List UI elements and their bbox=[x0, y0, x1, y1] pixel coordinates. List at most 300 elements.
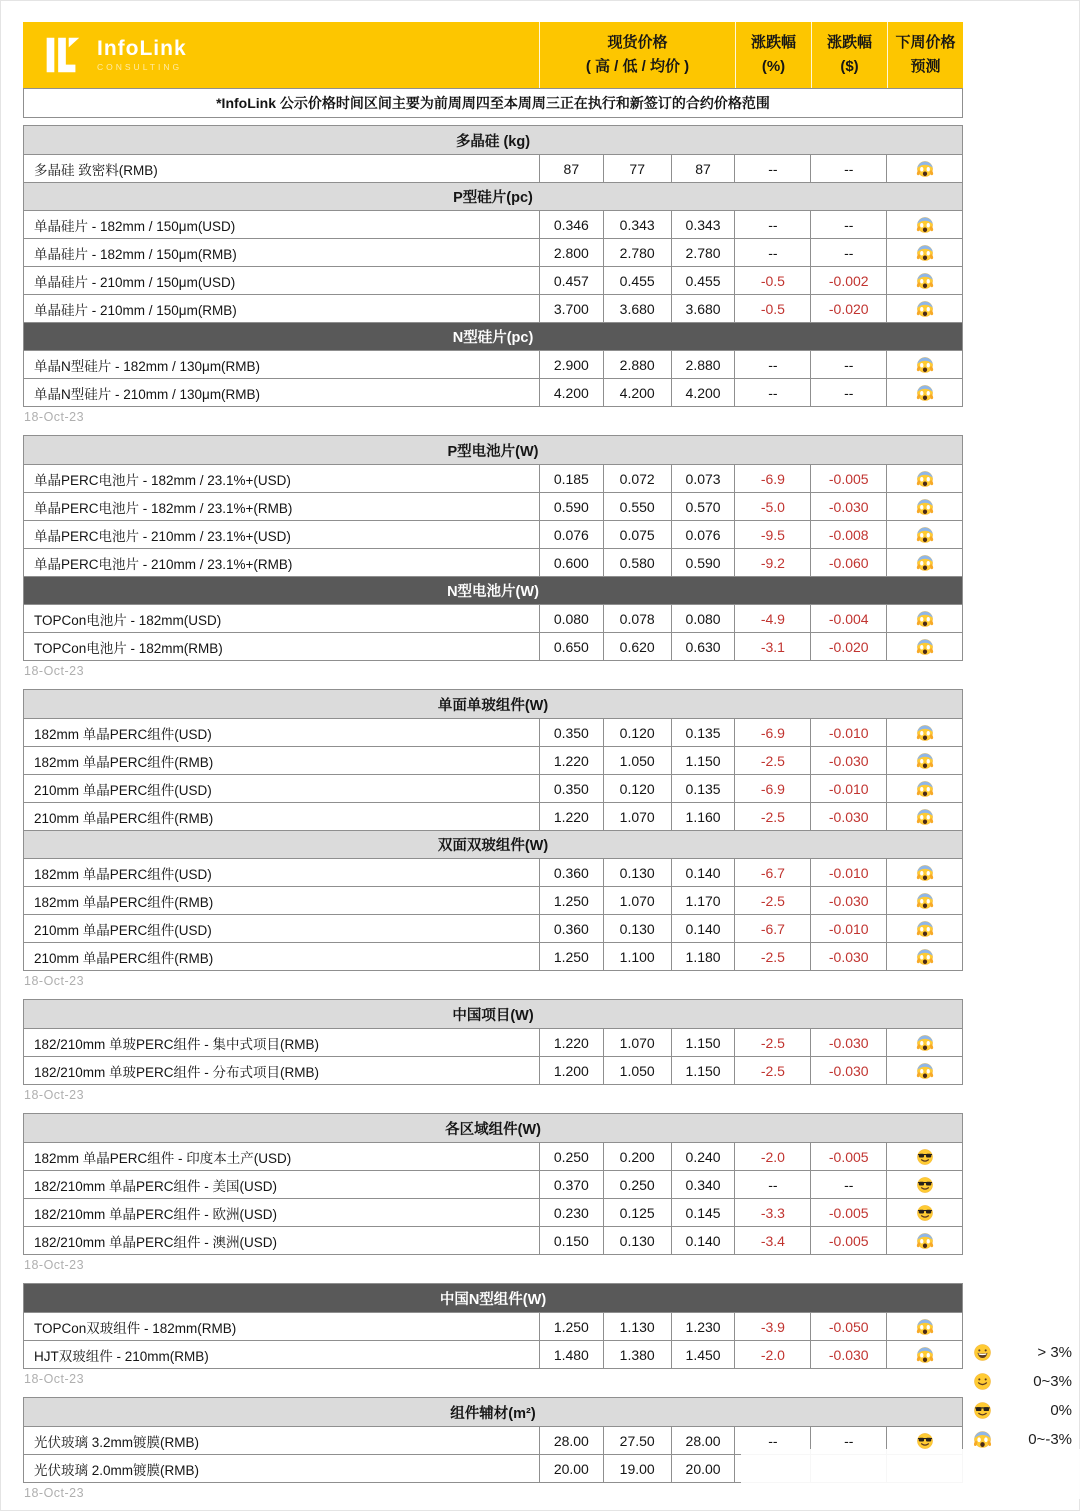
price-high: 1.250 bbox=[539, 1313, 603, 1340]
table-row bbox=[24, 464, 962, 492]
scream-emoji-icon bbox=[916, 1232, 934, 1250]
price-high: 1.250 bbox=[539, 887, 603, 914]
table-row bbox=[24, 294, 962, 322]
product-label: 单晶PERC电池片 - 182mm / 23.1%+(RMB) bbox=[34, 500, 293, 516]
price-high: 0.650 bbox=[539, 633, 603, 660]
forecast-cell bbox=[886, 465, 962, 492]
price-table-block bbox=[23, 125, 963, 407]
price-avg: 0.590 bbox=[671, 549, 735, 576]
table-row bbox=[24, 1340, 962, 1368]
price-avg: 87 bbox=[671, 155, 735, 182]
spot-price-sub: ( 高 / 低 / 均价 ) bbox=[585, 58, 690, 75]
date-label: 18-Oct-23 bbox=[24, 1372, 85, 1386]
section-header: P型硅片(pc) bbox=[24, 182, 962, 210]
table-header-banner bbox=[23, 22, 963, 88]
price-low: 0.580 bbox=[603, 549, 671, 576]
change-pct: -2.5 bbox=[734, 887, 810, 914]
change-usd: -0.002 bbox=[810, 267, 886, 294]
scream-emoji-icon bbox=[916, 470, 934, 488]
scream-emoji-icon bbox=[916, 920, 934, 938]
change-pct: -- bbox=[734, 1171, 810, 1198]
price-low: 1.070 bbox=[603, 1029, 671, 1056]
scream-emoji-icon bbox=[916, 808, 934, 826]
price-avg: 0.140 bbox=[671, 859, 735, 886]
table-row bbox=[24, 604, 962, 632]
price-low: 1.130 bbox=[603, 1313, 671, 1340]
price-high: 0.360 bbox=[539, 859, 603, 886]
table-row bbox=[24, 350, 962, 378]
table-row bbox=[24, 746, 962, 774]
forecast-title-line1: 下周价格 bbox=[895, 34, 956, 51]
price-avg: 1.170 bbox=[671, 887, 735, 914]
product-label: TOPCon电池片 - 182mm(RMB) bbox=[34, 640, 223, 656]
price-avg: 1.180 bbox=[671, 943, 735, 970]
change-pct: -2.5 bbox=[734, 803, 810, 830]
legend-label: 0% bbox=[1050, 1402, 1072, 1419]
forecast-cell bbox=[886, 295, 962, 322]
price-avg: 1.150 bbox=[671, 1057, 735, 1084]
price-avg: 0.135 bbox=[671, 775, 735, 802]
forecast-cell bbox=[886, 1057, 962, 1084]
product-label: 210mm 单晶PERC组件(USD) bbox=[34, 782, 212, 798]
price-table-block bbox=[23, 1113, 963, 1255]
price-avg: 1.150 bbox=[671, 747, 735, 774]
scream-emoji-icon bbox=[916, 554, 934, 572]
column-header-change-pct bbox=[735, 22, 811, 88]
date-label: 18-Oct-23 bbox=[24, 410, 85, 424]
forecast-cell bbox=[886, 859, 962, 886]
price-low: 0.550 bbox=[603, 493, 671, 520]
forecast-cell bbox=[886, 887, 962, 914]
price-low: 1.050 bbox=[603, 747, 671, 774]
forecast-legend bbox=[973, 1338, 1072, 1454]
price-low: 0.072 bbox=[603, 465, 671, 492]
price-table-block bbox=[23, 435, 963, 661]
table-row bbox=[24, 886, 962, 914]
smile-emoji-icon bbox=[973, 1372, 992, 1391]
change-usd: -- bbox=[810, 351, 886, 378]
change-pct: -6.9 bbox=[734, 465, 810, 492]
column-header-change-usd bbox=[811, 22, 887, 88]
product-label: 182mm 单晶PERC组件(USD) bbox=[34, 726, 212, 742]
scream-emoji-icon bbox=[916, 864, 934, 882]
product-label: 182mm 单晶PERC组件(RMB) bbox=[34, 894, 214, 910]
product-label: 多晶硅 致密料(RMB) bbox=[34, 162, 158, 178]
forecast-cell bbox=[886, 155, 962, 182]
forecast-cell bbox=[886, 549, 962, 576]
change-usd: -0.030 bbox=[810, 1029, 886, 1056]
change-usd-sub: ($) bbox=[840, 58, 859, 75]
price-table bbox=[23, 22, 963, 1511]
scream-emoji-icon bbox=[916, 384, 934, 402]
change-pct: -- bbox=[734, 211, 810, 238]
date-label: 18-Oct-23 bbox=[24, 974, 85, 988]
scream-emoji-icon bbox=[916, 780, 934, 798]
price-low: 1.050 bbox=[603, 1057, 671, 1084]
forecast-cell bbox=[886, 719, 962, 746]
change-usd: -0.030 bbox=[810, 887, 886, 914]
price-low: 0.120 bbox=[603, 775, 671, 802]
table-row bbox=[24, 520, 962, 548]
change-usd: -- bbox=[810, 155, 886, 182]
price-high: 0.600 bbox=[539, 549, 603, 576]
legend-label: 0~-3% bbox=[1028, 1431, 1072, 1448]
product-label: 182/210mm 单晶PERC组件 - 欧洲(USD) bbox=[34, 1206, 278, 1222]
change-pct: -2.0 bbox=[734, 1143, 810, 1170]
price-high: 0.185 bbox=[539, 465, 603, 492]
price-high: 1.480 bbox=[539, 1341, 603, 1368]
product-label: 光伏玻璃 2.0mm镀膜(RMB) bbox=[34, 1462, 199, 1478]
price-low: 0.075 bbox=[603, 521, 671, 548]
table-row bbox=[24, 1312, 962, 1340]
price-low: 0.125 bbox=[603, 1199, 671, 1226]
product-label: 182/210mm 单晶PERC组件 - 澳洲(USD) bbox=[34, 1234, 278, 1250]
price-avg: 1.230 bbox=[671, 1313, 735, 1340]
change-usd: -- bbox=[810, 211, 886, 238]
section-header: N型电池片(W) bbox=[24, 576, 962, 604]
change-usd: -0.005 bbox=[810, 1199, 886, 1226]
table-row bbox=[24, 858, 962, 886]
scream-emoji-icon bbox=[916, 892, 934, 910]
spot-price-title: 现货价格 bbox=[607, 34, 668, 51]
scream-emoji-icon bbox=[916, 216, 934, 234]
price-low: 1.070 bbox=[603, 887, 671, 914]
scream-emoji-icon bbox=[916, 610, 934, 628]
forecast-cell bbox=[886, 351, 962, 378]
product-label: 182/210mm 单玻PERC组件 - 分布式项目(RMB) bbox=[34, 1064, 320, 1080]
scream-emoji-icon bbox=[916, 272, 934, 290]
price-low: 0.130 bbox=[603, 859, 671, 886]
section-header: N型硅片(pc) bbox=[24, 322, 962, 350]
change-pct: -2.5 bbox=[734, 943, 810, 970]
forecast-cell bbox=[886, 1227, 962, 1254]
price-low: 1.070 bbox=[603, 803, 671, 830]
forecast-cell bbox=[886, 605, 962, 632]
price-avg: 0.073 bbox=[671, 465, 735, 492]
change-pct: -3.1 bbox=[734, 633, 810, 660]
change-pct: -- bbox=[734, 155, 810, 182]
price-high: 87 bbox=[539, 155, 603, 182]
grin-emoji-icon bbox=[973, 1343, 992, 1362]
change-usd: -0.005 bbox=[810, 1143, 886, 1170]
date-label: 18-Oct-23 bbox=[24, 1258, 85, 1272]
price-low: 0.620 bbox=[603, 633, 671, 660]
product-label: 210mm 单晶PERC组件(RMB) bbox=[34, 810, 214, 826]
forecast-title-line2: 预测 bbox=[910, 58, 941, 75]
price-high: 0.350 bbox=[539, 775, 603, 802]
scream-emoji-icon bbox=[916, 638, 934, 656]
change-usd: -0.050 bbox=[810, 1313, 886, 1340]
table-row bbox=[24, 942, 962, 970]
forecast-cell bbox=[886, 747, 962, 774]
price-avg: 0.240 bbox=[671, 1143, 735, 1170]
product-label: 单晶PERC电池片 - 210mm / 23.1%+(RMB) bbox=[34, 556, 293, 572]
price-low: 77 bbox=[603, 155, 671, 182]
price-high: 1.220 bbox=[539, 1029, 603, 1056]
change-pct: -9.2 bbox=[734, 549, 810, 576]
scream-emoji-icon bbox=[916, 724, 934, 742]
price-avg: 1.450 bbox=[671, 1341, 735, 1368]
scream-emoji-icon bbox=[916, 300, 934, 318]
change-usd: -0.010 bbox=[810, 719, 886, 746]
scream-emoji-icon bbox=[916, 1062, 934, 1080]
price-avg: 0.145 bbox=[671, 1199, 735, 1226]
price-low: 0.250 bbox=[603, 1171, 671, 1198]
change-pct: -6.7 bbox=[734, 915, 810, 942]
change-usd: -0.004 bbox=[810, 605, 886, 632]
scream-emoji-icon bbox=[916, 948, 934, 966]
forecast-cell bbox=[886, 267, 962, 294]
price-high: 2.900 bbox=[539, 351, 603, 378]
forecast-cell bbox=[886, 1313, 962, 1340]
change-pct: -6.9 bbox=[734, 775, 810, 802]
change-pct: -9.5 bbox=[734, 521, 810, 548]
price-high: 1.200 bbox=[539, 1057, 603, 1084]
scream-emoji-icon bbox=[916, 526, 934, 544]
table-row bbox=[24, 802, 962, 830]
price-avg: 20.00 bbox=[671, 1455, 735, 1482]
price-low: 0.455 bbox=[603, 267, 671, 294]
price-avg: 0.455 bbox=[671, 267, 735, 294]
price-low: 0.078 bbox=[603, 605, 671, 632]
product-label: 单晶N型硅片 - 182mm / 130μm(RMB) bbox=[34, 358, 261, 374]
price-table-block bbox=[23, 999, 963, 1085]
section-header: 双面双玻组件(W) bbox=[24, 830, 962, 858]
scream-emoji-icon bbox=[916, 244, 934, 262]
change-pct: -- bbox=[734, 239, 810, 266]
scream-emoji-icon bbox=[916, 1318, 934, 1336]
price-high: 0.346 bbox=[539, 211, 603, 238]
section-header: 多晶硅 (kg) bbox=[24, 126, 962, 154]
table-row bbox=[24, 1226, 962, 1254]
forecast-cell bbox=[886, 803, 962, 830]
cool-emoji-icon bbox=[916, 1176, 934, 1194]
price-low: 3.680 bbox=[603, 295, 671, 322]
price-avg: 1.160 bbox=[671, 803, 735, 830]
scream-emoji-icon bbox=[916, 1346, 934, 1364]
price-high: 0.076 bbox=[539, 521, 603, 548]
price-avg: 3.680 bbox=[671, 295, 735, 322]
brand-name: InfoLink bbox=[97, 37, 187, 61]
price-low: 1.100 bbox=[603, 943, 671, 970]
product-label: HJT双玻组件 - 210mm(RMB) bbox=[34, 1348, 209, 1364]
price-low: 2.780 bbox=[603, 239, 671, 266]
price-low: 2.880 bbox=[603, 351, 671, 378]
product-label: TOPCon电池片 - 182mm(USD) bbox=[34, 612, 222, 628]
cool-emoji-icon bbox=[916, 1148, 934, 1166]
price-avg: 2.780 bbox=[671, 239, 735, 266]
price-high: 0.080 bbox=[539, 605, 603, 632]
change-pct: -2.0 bbox=[734, 1341, 810, 1368]
price-avg: 0.140 bbox=[671, 915, 735, 942]
table-row bbox=[24, 238, 962, 266]
scream-emoji-icon bbox=[916, 356, 934, 374]
change-pct: -2.5 bbox=[734, 747, 810, 774]
watermark-overlay bbox=[741, 1449, 1080, 1499]
price-high: 0.230 bbox=[539, 1199, 603, 1226]
table-row bbox=[24, 378, 962, 406]
price-high: 2.800 bbox=[539, 239, 603, 266]
forecast-cell bbox=[886, 1341, 962, 1368]
price-avg: 28.00 bbox=[671, 1427, 735, 1454]
change-pct: -5.0 bbox=[734, 493, 810, 520]
change-usd: -0.010 bbox=[810, 915, 886, 942]
change-usd: -0.030 bbox=[810, 943, 886, 970]
change-pct: -- bbox=[734, 351, 810, 378]
price-low: 0.130 bbox=[603, 1227, 671, 1254]
table-row bbox=[24, 210, 962, 238]
section-header: 组件辅材(m²) bbox=[24, 1398, 962, 1426]
change-usd: -0.020 bbox=[810, 633, 886, 660]
price-low: 0.343 bbox=[603, 211, 671, 238]
price-high: 3.700 bbox=[539, 295, 603, 322]
change-usd: -- bbox=[810, 1427, 886, 1454]
product-label: 182/210mm 单晶PERC组件 - 美国(USD) bbox=[34, 1178, 278, 1194]
price-high: 0.590 bbox=[539, 493, 603, 520]
cool-emoji-icon bbox=[973, 1401, 992, 1420]
price-high: 0.370 bbox=[539, 1171, 603, 1198]
price-avg: 0.080 bbox=[671, 605, 735, 632]
legend-item bbox=[973, 1338, 1072, 1367]
brand-subtitle: CONSULTING bbox=[97, 62, 183, 73]
change-usd: -0.005 bbox=[810, 465, 886, 492]
change-pct: -2.5 bbox=[734, 1057, 810, 1084]
price-low: 27.50 bbox=[603, 1427, 671, 1454]
forecast-cell bbox=[886, 521, 962, 548]
price-note: *InfoLink 公示价格时间区间主要为前周周四至本周周三正在执行和新签订的合约价格范围 bbox=[23, 88, 963, 118]
scream-emoji-icon bbox=[916, 498, 934, 516]
table-row bbox=[24, 1198, 962, 1226]
table-row bbox=[24, 548, 962, 576]
change-pct-title: 涨跌幅 bbox=[750, 34, 796, 51]
price-high: 0.457 bbox=[539, 267, 603, 294]
product-label: 182/210mm 单玻PERC组件 - 集中式项目(RMB) bbox=[34, 1036, 320, 1052]
price-high: 1.220 bbox=[539, 803, 603, 830]
table-row bbox=[24, 266, 962, 294]
price-avg: 0.343 bbox=[671, 211, 735, 238]
change-usd: -- bbox=[810, 379, 886, 406]
change-pct: -0.5 bbox=[734, 295, 810, 322]
price-low: 19.00 bbox=[603, 1455, 671, 1482]
table-row bbox=[24, 718, 962, 746]
product-label: 182mm 单晶PERC组件 - 印度本土产(USD) bbox=[34, 1150, 292, 1166]
change-usd: -0.010 bbox=[810, 775, 886, 802]
date-label: 18-Oct-23 bbox=[24, 664, 85, 678]
product-label: 210mm 单晶PERC组件(RMB) bbox=[34, 950, 214, 966]
change-usd: -- bbox=[810, 239, 886, 266]
price-high: 0.150 bbox=[539, 1227, 603, 1254]
change-usd: -0.020 bbox=[810, 295, 886, 322]
scream-emoji-icon bbox=[973, 1430, 992, 1449]
change-pct: -0.5 bbox=[734, 267, 810, 294]
scream-emoji-icon bbox=[916, 1034, 934, 1052]
legend-item bbox=[973, 1396, 1072, 1425]
price-avg: 4.200 bbox=[671, 379, 735, 406]
forecast-cell bbox=[886, 775, 962, 802]
change-usd: -0.008 bbox=[810, 521, 886, 548]
table-row bbox=[24, 1142, 962, 1170]
price-avg: 0.630 bbox=[671, 633, 735, 660]
change-pct: -6.7 bbox=[734, 859, 810, 886]
price-avg: 2.880 bbox=[671, 351, 735, 378]
price-low: 4.200 bbox=[603, 379, 671, 406]
price-low: 0.120 bbox=[603, 719, 671, 746]
change-pct: -4.9 bbox=[734, 605, 810, 632]
product-label: 182mm 单晶PERC组件(RMB) bbox=[34, 754, 214, 770]
price-avg: 0.076 bbox=[671, 521, 735, 548]
price-high: 0.250 bbox=[539, 1143, 603, 1170]
change-pct-sub: (%) bbox=[761, 58, 786, 75]
forecast-cell bbox=[886, 1199, 962, 1226]
date-label: 18-Oct-23 bbox=[24, 1088, 85, 1102]
legend-label: > 3% bbox=[1037, 1344, 1072, 1361]
forecast-cell bbox=[886, 379, 962, 406]
price-low: 1.380 bbox=[603, 1341, 671, 1368]
table-row bbox=[24, 154, 962, 182]
change-usd: -0.030 bbox=[810, 1057, 886, 1084]
change-usd: -0.010 bbox=[810, 859, 886, 886]
table-row bbox=[24, 632, 962, 660]
price-avg: 0.135 bbox=[671, 719, 735, 746]
change-usd: -0.030 bbox=[810, 803, 886, 830]
change-pct: -3.3 bbox=[734, 1199, 810, 1226]
price-high: 28.00 bbox=[539, 1427, 603, 1454]
section-header: 中国项目(W) bbox=[24, 1000, 962, 1028]
cool-emoji-icon bbox=[916, 1204, 934, 1222]
product-label: 单晶硅片 - 182mm / 150μm(RMB) bbox=[34, 246, 237, 262]
forecast-cell bbox=[886, 1171, 962, 1198]
infolink-logo-icon bbox=[39, 32, 85, 78]
product-label: 210mm 单晶PERC组件(USD) bbox=[34, 922, 212, 938]
scream-emoji-icon bbox=[916, 752, 934, 770]
price-avg: 0.140 bbox=[671, 1227, 735, 1254]
product-label: 单晶N型硅片 - 210mm / 130μm(RMB) bbox=[34, 386, 261, 402]
price-table-block bbox=[23, 689, 963, 971]
product-label: 单晶PERC电池片 - 182mm / 23.1%+(USD) bbox=[34, 472, 291, 488]
price-avg: 1.150 bbox=[671, 1029, 735, 1056]
section-header: P型电池片(W) bbox=[24, 436, 962, 464]
table-row bbox=[24, 1056, 962, 1084]
product-label: 182mm 单晶PERC组件(USD) bbox=[34, 866, 212, 882]
date-label: 18-Oct-23 bbox=[24, 1486, 85, 1500]
section-header: 各区域组件(W) bbox=[24, 1114, 962, 1142]
change-usd: -0.060 bbox=[810, 549, 886, 576]
price-high: 20.00 bbox=[539, 1455, 603, 1482]
change-usd-title: 涨跌幅 bbox=[826, 34, 872, 51]
change-usd: -0.030 bbox=[810, 493, 886, 520]
product-label: 单晶PERC电池片 - 210mm / 23.1%+(USD) bbox=[34, 528, 291, 544]
table-row bbox=[24, 1170, 962, 1198]
forecast-cell bbox=[886, 1029, 962, 1056]
change-pct: -- bbox=[734, 379, 810, 406]
forecast-cell bbox=[886, 915, 962, 942]
forecast-cell bbox=[886, 239, 962, 266]
price-high: 1.250 bbox=[539, 943, 603, 970]
forecast-cell bbox=[886, 493, 962, 520]
scream-emoji-icon bbox=[916, 160, 934, 178]
change-usd: -0.030 bbox=[810, 1341, 886, 1368]
section-header: 单面单玻组件(W) bbox=[24, 690, 962, 718]
cool-emoji-icon bbox=[916, 1432, 934, 1450]
price-avg: 0.570 bbox=[671, 493, 735, 520]
change-pct: -- bbox=[734, 1427, 810, 1454]
change-pct: -3.9 bbox=[734, 1313, 810, 1340]
legend-item bbox=[973, 1367, 1072, 1396]
table-blocks bbox=[23, 125, 963, 1503]
change-pct: -2.5 bbox=[734, 1029, 810, 1056]
forecast-cell bbox=[886, 211, 962, 238]
change-usd: -0.005 bbox=[810, 1227, 886, 1254]
